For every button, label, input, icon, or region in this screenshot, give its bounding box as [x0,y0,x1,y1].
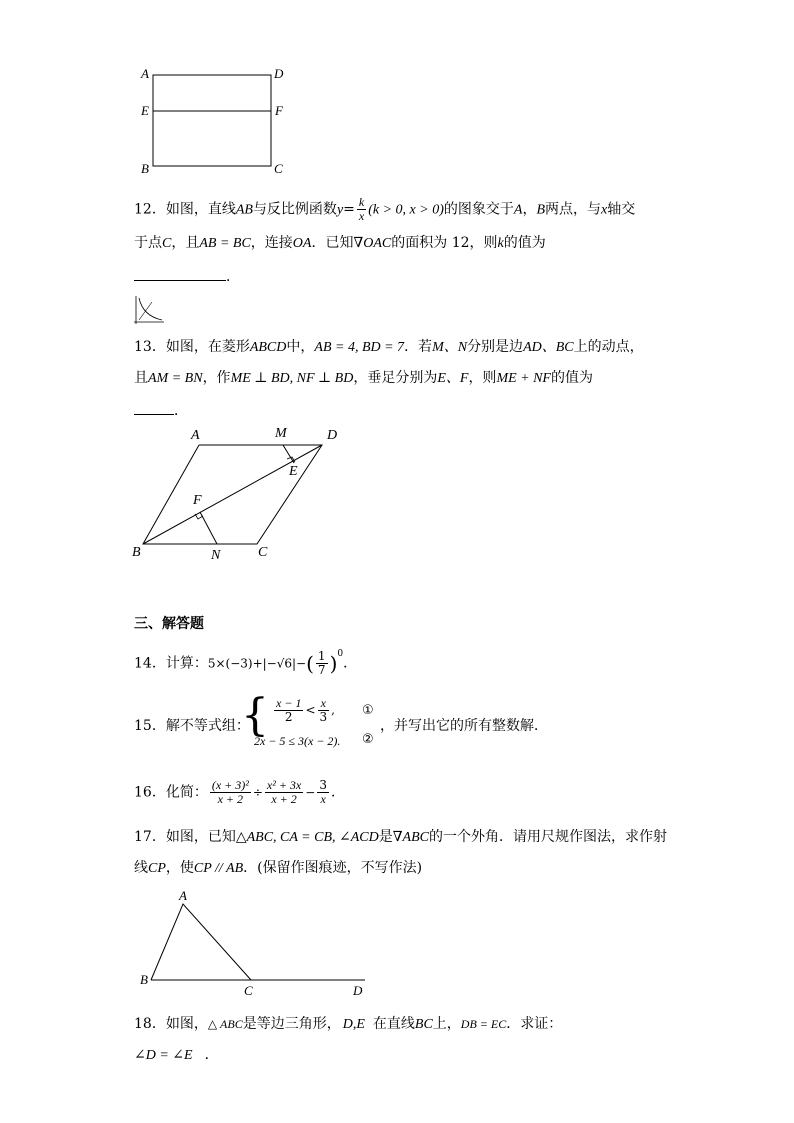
text: ．已知 [311,235,354,251]
math-expression: 5×(−3)+|−√6|− [207,656,307,671]
question-15-tail: ，并写出它的所有整数解． [380,718,548,734]
frac-num: x − 1 [276,696,302,710]
text: 于点 [134,235,162,251]
text: ． [174,403,188,419]
math-cp: CP [148,861,166,876]
question-18-line2 [134,1045,219,1066]
text: , [331,703,335,717]
text: ． [343,655,358,672]
text: ． [330,784,345,801]
frac-num: 3 [319,778,327,792]
math-ab: AB [235,202,253,218]
label-d: D [353,983,363,998]
math-triangle: ∇ABC [392,830,429,845]
frac-den: 2 [284,710,293,724]
math-c: C [162,236,172,251]
text: ，使 [165,860,194,876]
text: 是 [378,829,393,845]
question-number: 13． [134,339,166,355]
question-number: 18． [134,1016,166,1032]
math-sum: ME + NF [496,371,551,386]
triangle-sides [151,904,251,980]
math-triangle: △ ABC [207,1017,243,1031]
exponent: 0 [337,649,344,659]
frac-den: x [320,792,326,806]
math-condition: DB = EC [460,1017,507,1031]
math-minus: − [305,785,316,800]
label-a: A [191,428,200,443]
math-given: AB = 4, BD = 7 [314,340,405,355]
label-c: C [244,983,253,998]
text: 是等边三角形， [242,1016,341,1032]
math-eq: = [343,201,355,218]
text: ，连接 [250,235,293,251]
math-angle-eq: ∠D = ∠E [134,1048,193,1063]
text: ，垂足分别为 [353,370,438,386]
text: 的图象交于 [443,201,514,218]
math-oa: OA [292,236,312,251]
text: 上的动点， [573,339,644,355]
text: 且 [134,370,148,386]
text: 在直线 [372,1016,415,1032]
text: 两点，与 [545,201,601,218]
math-bc: BC [414,1017,433,1032]
paren-left: ( [306,651,314,676]
frac-den: x + 2 [271,792,297,806]
text: ，作 [202,370,231,386]
text: ，则 [468,370,497,386]
paren-right: ) [329,651,338,676]
text: 如图，已知 [165,829,236,845]
math-mn: M、N [432,340,468,355]
question-18-line1 [134,1014,562,1035]
text: 如图，在菱形 [165,339,250,355]
label-n: N [211,548,221,563]
label-a: A [141,66,149,81]
math-given: △ABC, CA = CB, ∠ACD [235,830,379,845]
math-parallel: CP // AB [193,861,244,876]
section-heading: 三、解答题 [134,616,204,632]
text: 计算： [165,655,208,672]
frac-num: x [318,697,330,711]
label-b: B [141,161,149,176]
text: 的值为 [503,235,546,251]
text: ． [226,269,240,285]
label-a: A [179,888,187,903]
question-number: 17． [134,829,166,845]
frac-den: 7 [317,663,326,678]
text: 如图，直线 [165,201,236,218]
math-sides: AD、BC [523,340,574,355]
text: ． [204,1047,219,1063]
frac-num: k [358,195,365,209]
text: ．(保留作图痕迹，不写作法) [243,860,423,876]
math-b: B [536,202,545,218]
label-e: E [141,103,149,118]
math-condition: (k > 0, x > 0) [368,202,444,218]
math-y: y [336,202,344,218]
label-d: D [274,66,284,81]
label-c: C [274,161,283,176]
math-am-eq-bn: AM = BN [148,371,203,386]
question-number: 15． [134,718,166,734]
label-c: C [258,545,268,560]
frac-den: x [358,209,365,223]
math-de: D,E [342,1017,365,1032]
math-x: x [601,202,608,218]
text: ．若 [404,339,433,355]
text: 的面积为 12，则 [391,235,498,251]
text: 如图， [165,1016,208,1032]
frac-num: (x + 3)² [211,778,249,792]
math-k: k [497,236,504,251]
label-d: D [327,428,338,443]
text: ，且 [171,235,200,251]
inequality-row-2: 2x − 5 ≤ 3(x − 2). [254,734,341,748]
frac-den: 3 [319,710,328,724]
text: 的值为 [551,370,593,386]
frac-den: x + 2 [217,792,244,806]
math-div: ÷ [252,785,263,800]
math-triangle-oac: ∇OAC [353,236,392,251]
text: 的一个外角．请用尺规作图法，求作射 [428,829,667,845]
question-number: 16． [134,784,166,801]
label-b: B [140,972,148,987]
math-abcd: ABCD [249,340,287,355]
question-number: 12． [134,201,166,218]
label-e: E [289,464,298,479]
math-ef: E、F [437,371,469,386]
label-m: M [275,426,287,441]
question-number: 14． [134,655,166,672]
math-ab-eq-bc: AB = BC [199,236,251,251]
text: ．求证： [506,1016,563,1032]
math-perp: ME ⊥ BD, NF ⊥ BD [230,371,354,386]
label-f: F [193,493,202,508]
text: 上， [432,1016,461,1032]
math-lt: < [305,703,316,717]
circle-label-2: ② [362,732,374,747]
frac-num: 1 [317,649,326,664]
system-brace: { [241,690,269,741]
text: 化简： [165,784,208,801]
label-f: F [275,103,283,118]
text: 分别是边 [467,339,524,355]
text: 线 [134,860,148,876]
text: 与反比例函数 [252,201,337,218]
math-a: A [513,202,523,218]
text: 轴交 [607,201,636,218]
text: 解不等式组： [165,718,250,734]
text: ， [522,201,537,218]
text: 中， [286,339,315,355]
frac-num: x² + 3x [266,778,302,792]
circle-label-1: ① [362,703,374,718]
label-b: B [132,545,141,560]
